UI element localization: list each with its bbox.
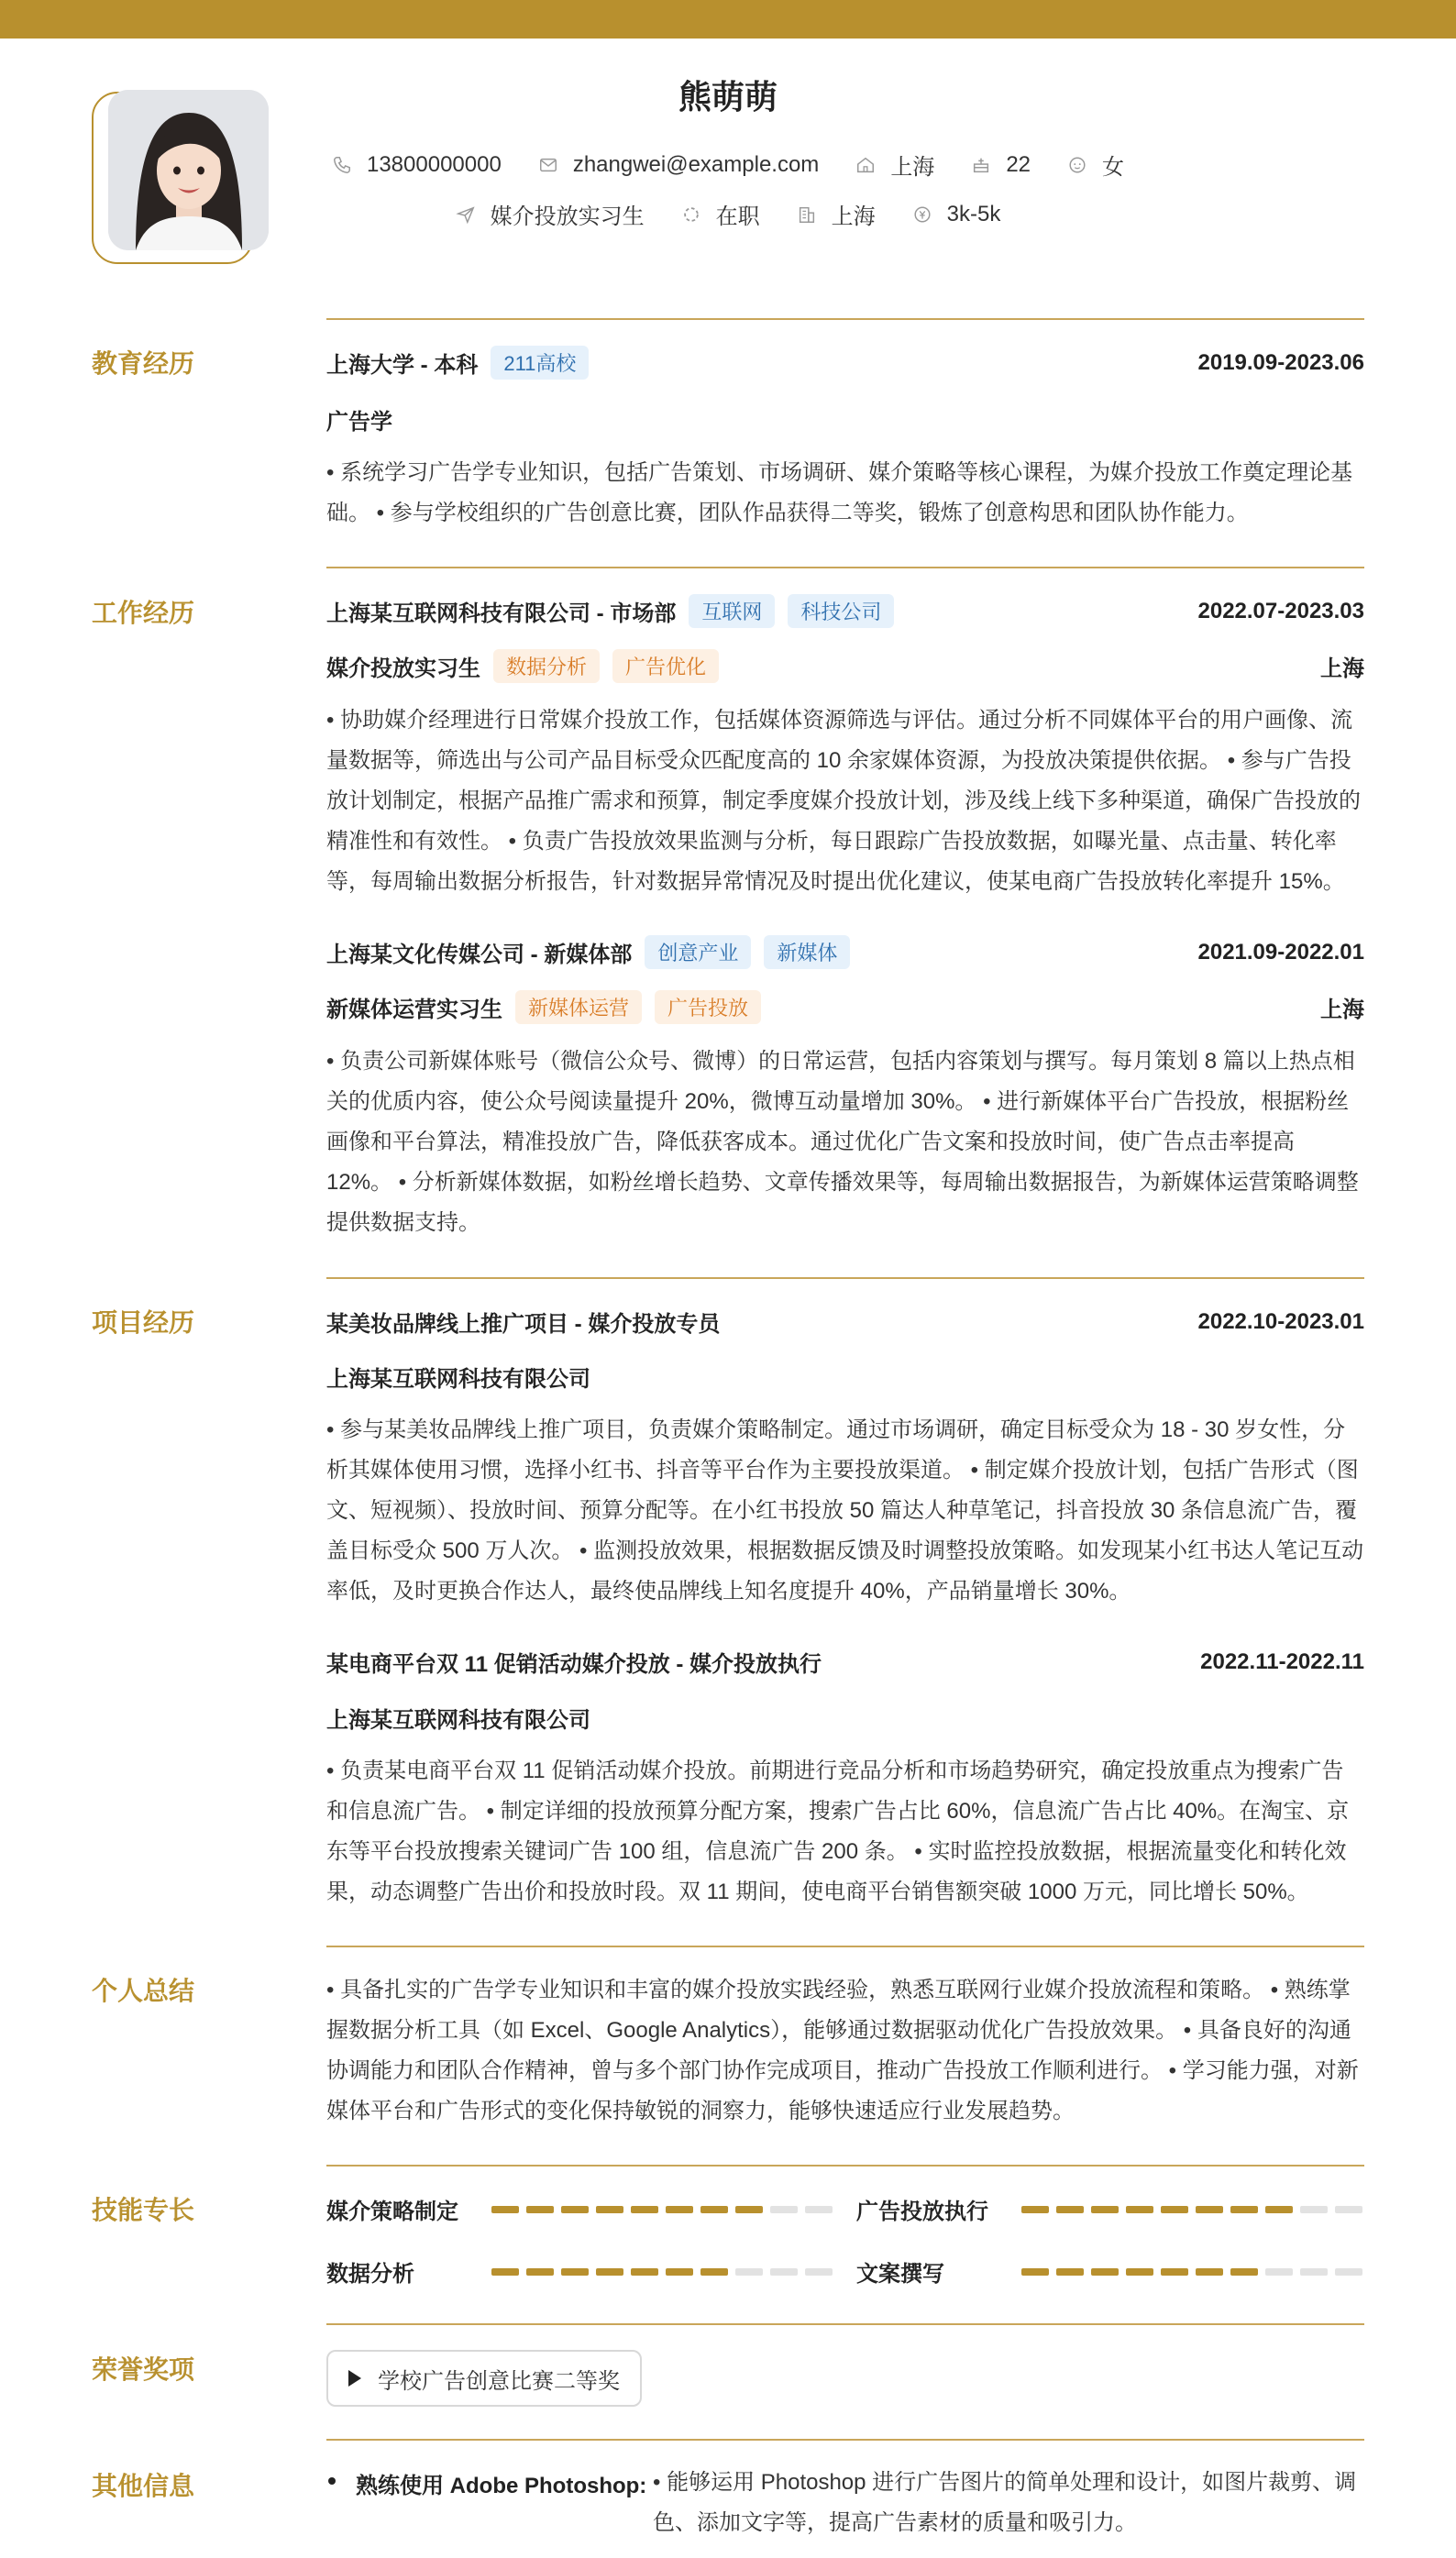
building-icon — [797, 204, 817, 225]
work-item-2-description — [326, 1042, 1364, 1243]
skill-dot-filled — [735, 2206, 763, 2213]
skill-dot-filled — [631, 2206, 658, 2213]
city-item — [855, 149, 934, 181]
summary-description-text: • 具备扎实的广告学专业知识和丰富的媒介投放实践经验，熟悉互联网行业媒介投放流程和策略。 • 熟练掌握数据分析工具（如 Excel、Google Analytics），能够通过数据驱动优化广告投放效果。 • 具备良好的沟通协调能力和团队合作精神，曾与多个部门协作完成项目，推动广告投放工作顺利进行。 • 学习能力强，对新媒体平台和广告形式的变化保持敏锐的洞察力，能够快速适应行业发展趋势。 — [326, 1978, 1359, 2123]
education-title: 教育经历 — [92, 349, 195, 378]
skill-level-bar — [1021, 2268, 1370, 2276]
age-item — [971, 152, 1031, 178]
skill-dot-filled — [700, 2206, 728, 2213]
other-label: 熟练使用 Adobe Photoshop: — [356, 2474, 647, 2498]
award-name: 学校广告创意比赛二等奖 — [378, 2368, 620, 2394]
project-1-description — [326, 1410, 1364, 1612]
skill-dot-empty — [1300, 2268, 1328, 2276]
project-company: 上海某互联网科技有限公司 — [326, 1367, 590, 1392]
money-icon — [912, 204, 932, 225]
skill-dot-filled — [596, 2206, 623, 2213]
work-date: 2022.07-2023.03 — [1197, 598, 1364, 623]
skill-dot-filled — [1161, 2206, 1188, 2213]
project-date: 2022.11-2022.11 — [1200, 1648, 1364, 1674]
skill-dot-filled — [561, 2268, 589, 2276]
skill-dot-filled — [1056, 2206, 1084, 2213]
skill-tag: 广告优化 — [612, 649, 719, 683]
work-item-2-role — [326, 990, 1364, 1024]
skill-dot-filled — [666, 2268, 693, 2276]
skill-dot-empty — [1265, 2268, 1293, 2276]
position-item — [456, 198, 645, 230]
education-date: 2019.09-2023.06 — [1197, 349, 1364, 375]
skill-dot-filled — [1056, 2268, 1084, 2276]
skill-item — [856, 2193, 1370, 2225]
industry-tag: 互联网 — [689, 594, 775, 628]
status-text: 在职 — [715, 204, 760, 229]
skill-dot-filled — [1021, 2268, 1049, 2276]
skill-dot-filled — [1196, 2268, 1223, 2276]
mail-icon — [538, 155, 558, 175]
skill-dot-filled — [1196, 2206, 1223, 2213]
project-2-header — [326, 1646, 1364, 1678]
education-description — [326, 453, 1364, 534]
role-name: 媒介投放实习生 — [326, 656, 480, 681]
skill-dot-filled — [596, 2268, 623, 2276]
project-company: 上海某互联网科技有限公司 — [326, 1708, 590, 1733]
skill-dot-empty — [770, 2206, 798, 2213]
skill-dot-filled — [491, 2206, 519, 2213]
section-divider — [326, 567, 1364, 568]
section-divider — [326, 1946, 1364, 1947]
skill-tag: 新媒体运营 — [515, 990, 642, 1024]
skill-dot-filled — [1021, 2206, 1049, 2213]
skill-name: 数据分析 — [326, 2262, 414, 2287]
phone-item — [332, 152, 502, 178]
skill-dot-empty — [805, 2268, 833, 2276]
skill-item — [326, 2193, 840, 2225]
other-description-text: • 能够运用 Photoshop 进行广告图片的简单处理和设计，如图片裁剪、调色、添加文字等，提高广告素材的质量和吸引力。 — [653, 2470, 1357, 2535]
education-header — [326, 346, 1364, 380]
work-location: 上海 — [1320, 998, 1364, 1022]
other-title: 其他信息 — [92, 2472, 195, 2500]
email-text: zhangwei@example.com — [572, 151, 820, 177]
skill-dot-filled — [700, 2268, 728, 2276]
award-badge — [326, 2350, 642, 2407]
skill-dot-filled — [666, 2206, 693, 2213]
skill-tag: 数据分析 — [493, 649, 600, 683]
project-2-description — [326, 1751, 1364, 1913]
projects-title: 项目经历 — [92, 1308, 195, 1337]
skill-dot-empty — [805, 2206, 833, 2213]
play-icon — [348, 2370, 361, 2387]
skill-level-bar — [491, 2206, 840, 2213]
face-icon — [1067, 155, 1087, 175]
gender-text: 女 — [1102, 155, 1125, 180]
skill-dot-empty — [1300, 2206, 1328, 2213]
project-name: 某电商平台双 11 促销活动媒介投放 - 媒介投放执行 — [326, 1652, 822, 1677]
work-description-text: • 协助媒介经理进行日常媒介投放工作，包括媒体资源筛选与评估。通过分析不同媒体平台的用户画像、流量数据等，筛选出与公司产品目标受众匹配度高的 10 余家媒体资源，为投放决策提供依据。 • 参与广告投放计划制定，根据产品推广需求和预算，制定季度媒介投放计划，涉及线上线下多种渠道，确保广告投放的精准性和有效性。 • 负责广告投放效果监测与分析，每日跟踪广告投放数据，如曝光量、点击量、转化率等，每周输出数据分析报告，针对数据异常情况及时提出优化建议，使某电商广告投放转化率提升 15%。 — [326, 708, 1361, 894]
skill-name: 文案撰写 — [856, 2262, 944, 2287]
salary-item — [912, 202, 1001, 227]
school-tag: 211高校 — [491, 346, 589, 380]
work-item-1-header — [326, 594, 1364, 628]
education-description-text: • 系统学习广告学专业知识，包括广告策划、市场调研、媒介策略等核心课程，为媒介投放工作奠定理论基础。 • 参与学校组织的广告创意比赛，团队作品获得二等奖，锻炼了创意构思和团队协作能力。 — [326, 460, 1353, 525]
status-item — [681, 198, 760, 230]
age-text: 22 — [1006, 151, 1031, 177]
skill-dot-empty — [1335, 2206, 1362, 2213]
city-text: 上海 — [890, 155, 935, 180]
skill-dot-filled — [631, 2268, 658, 2276]
skill-dot-empty — [770, 2268, 798, 2276]
skill-dot-filled — [1091, 2268, 1119, 2276]
send-icon — [456, 204, 476, 225]
skill-dot-filled — [1126, 2268, 1153, 2276]
other-description — [653, 2463, 1364, 2543]
work-item-1-role — [326, 649, 1364, 683]
major-row — [326, 403, 1364, 436]
major-name: 广告学 — [326, 410, 392, 435]
skill-dot-filled — [526, 2206, 554, 2213]
email-item — [538, 152, 820, 178]
salary-text: 3k-5k — [946, 201, 1001, 226]
gender-item — [1067, 149, 1124, 181]
skill-dot-filled — [1230, 2206, 1258, 2213]
industry-tag: 创意产业 — [645, 935, 751, 969]
skills-title: 技能专长 — [92, 2196, 195, 2224]
industry-tag: 新媒体 — [764, 935, 850, 969]
section-divider — [326, 2323, 1364, 2325]
summary-title: 个人总结 — [92, 1977, 195, 2005]
project-description-text: • 负责某电商平台双 11 促销活动媒介投放。前期进行竞品分析和市场趋势研究，确定投放重点为搜索广告和信息流广告。 • 制定详细的投放预算分配方案，搜索广告占比 60%，信息流广告占比 40%。在淘宝、京东等平台投放搜索关键词广告 100 组，信息流广告 200 条。 • 实时监控投放数据，根据流量变化和转化效果，动态调整广告出价和投放时段。双 11 期间，使电商平台销售额突破 1000 万元，同比增长 50%。 — [326, 1759, 1350, 1904]
skill-dot-filled — [1161, 2268, 1188, 2276]
skill-dot-empty — [735, 2268, 763, 2276]
skill-item — [326, 2255, 840, 2288]
project-1-company — [326, 1361, 1364, 1393]
section-divider — [326, 1277, 1364, 1279]
project-1-header — [326, 1306, 1364, 1338]
phone-text: 13800000000 — [366, 151, 502, 177]
skill-dot-filled — [1265, 2206, 1293, 2213]
skill-dot-filled — [1230, 2268, 1258, 2276]
role-name: 新媒体运营实习生 — [326, 998, 502, 1022]
phone-icon — [332, 155, 352, 175]
candidate-name: 熊萌萌 — [678, 78, 778, 116]
work-location: 上海 — [1320, 656, 1364, 681]
work-item-1-description — [326, 700, 1364, 902]
company-name: 上海某互联网科技有限公司 - 市场部 — [326, 601, 677, 626]
work-item-2-header — [326, 935, 1364, 969]
work-city-item — [797, 198, 876, 230]
school-name: 上海大学 - 本科 — [326, 353, 479, 378]
skill-item — [856, 2255, 1370, 2288]
contact-row — [0, 149, 1456, 181]
skill-level-bar — [491, 2268, 840, 2276]
project-name: 某美妆品牌线上推广项目 - 媒介投放专员 — [326, 1312, 721, 1337]
status-icon — [681, 204, 701, 225]
work-city-text: 上海 — [831, 204, 876, 229]
top-accent-bar — [0, 0, 1456, 39]
home-icon — [855, 155, 876, 175]
work-date: 2021.09-2022.01 — [1197, 939, 1364, 965]
cake-icon — [971, 155, 991, 175]
skill-tag: 广告投放 — [655, 990, 761, 1024]
section-divider — [326, 318, 1364, 320]
project-description-text: • 参与某美妆品牌线上推广项目，负责媒介策略制定。通过市场调研，确定目标受众为 18 - 30 岁女性，分析其媒体使用习惯，选择小红书、抖音等平台作为主要投放渠道。 • 制定媒介投放计划，包括广告形式（图文、短视频）、投放时间、预算分配等。在小红书投放 50 篇达人种草笔记，抖音投放 30 条信息流广告，覆盖目标受众 500 万人次。 • 监测投放效果，根据数据反馈及时调整投放策略。如发现某小红书达人笔记互动率低，及时更换合作达人，最终使品牌线上知名度提升 40%，产品销量增长 30%。 — [326, 1417, 1364, 1604]
skill-dot-filled — [1126, 2206, 1153, 2213]
summary-description — [326, 1970, 1364, 2132]
work-title: 工作经历 — [92, 599, 195, 627]
job-intent-row — [0, 198, 1456, 230]
bullet-dot — [328, 2477, 336, 2485]
skill-dot-filled — [526, 2268, 554, 2276]
skill-name: 广告投放执行 — [856, 2200, 988, 2224]
skill-dot-filled — [491, 2268, 519, 2276]
company-name: 上海某文化传媒公司 - 新媒体部 — [326, 943, 633, 967]
work-description-text: • 负责公司新媒体账号（微信公众号、微博）的日常运营，包括内容策划与撰写。每月策划 8 篇以上热点相关的优质内容，使公众号阅读量提升 20%，微博互动量增加 30%。 • 进行新媒体平台广告投放，根据粉丝画像和平台算法，精准投放广告，降低获客成本。通过优化广告文案和投放时间，使广告点击率提高 12%。 • 分析新媒体数据，如粉丝增长趋势、文章传播效果等，每周输出数据报告，为新媒体运营策略调整提供数据支持。 — [326, 1049, 1359, 1235]
industry-tag: 科技公司 — [788, 594, 894, 628]
project-date: 2022.10-2023.01 — [1197, 1308, 1364, 1334]
skill-dot-filled — [1091, 2206, 1119, 2213]
position-text: 媒介投放实习生 — [490, 204, 645, 229]
section-divider — [326, 2439, 1364, 2441]
project-2-company — [326, 1702, 1364, 1734]
skill-dot-filled — [561, 2206, 589, 2213]
skill-dot-empty — [1335, 2268, 1362, 2276]
skill-level-bar — [1021, 2206, 1370, 2213]
skill-name: 媒介策略制定 — [326, 2200, 458, 2224]
section-divider — [326, 2165, 1364, 2167]
awards-title: 荣誉奖项 — [92, 2355, 195, 2384]
